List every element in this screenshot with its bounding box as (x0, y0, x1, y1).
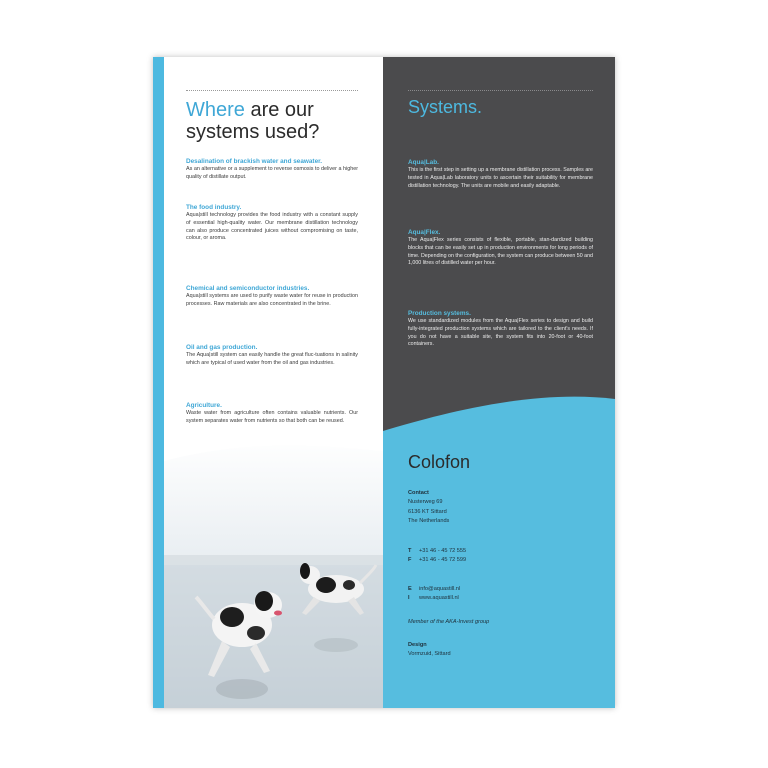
email-label: E (408, 586, 412, 592)
system-item-title: Aqua|Lab. (408, 159, 439, 166)
system-item-body: We use standardized modules from the Aqua|Flex series to design and build fully-integrated production systems which are tailored to the client's needs. If you do not have a suitable site, the system fits into 20-foot or 40-foot containers. (408, 318, 593, 348)
fax-number: +31 46 - 45 72 599 (419, 557, 467, 564)
usage-item-title: The food industry. (186, 204, 242, 211)
usage-item-body: Aqua|still systems are used to purify waste water for reuse in production processes. Raw materials are also concentrated in the brine. (186, 293, 358, 307)
online-block (408, 585, 460, 604)
design-label: Design (408, 642, 427, 648)
usage-item-title: Chemical and semiconductor industries. (186, 285, 310, 292)
contact-label: Contact (408, 490, 429, 496)
right-top-dotted-rule (408, 90, 593, 91)
left-accent-stripe (153, 57, 164, 708)
address-line: The Netherlands (408, 518, 450, 525)
email-link[interactable]: info@aquastill.nl (419, 586, 461, 592)
website-link[interactable]: www.aquastill.nl (419, 595, 459, 602)
usage-item-oil-gas (186, 343, 358, 368)
phone-block (408, 547, 466, 566)
usage-item-chemical (186, 284, 358, 309)
web-row (408, 594, 460, 603)
contact-block (408, 489, 449, 527)
system-item-title: Aqua|Flex. (408, 229, 441, 236)
usage-item-desalination (186, 157, 358, 182)
usage-item-body: Waste water from agriculture often contains valuable nutrients. Our system separates water from nutrients so that both can be reused. (186, 410, 358, 424)
usage-item-agriculture (186, 401, 358, 426)
right-panel-background (383, 57, 615, 708)
address-line: Nusterweg 69 (408, 499, 443, 506)
system-item-body: The Aqua|Flex series consists of flexible, portable, stan-dardized building blocks that can be easily set up in production environments for long periods of time. Depending on the configuration, the system can produce between 50 and 1,000 litres of distilled water per hour. (408, 237, 593, 267)
left-column (164, 57, 383, 708)
phone-row (408, 547, 466, 556)
email-row (408, 585, 460, 594)
member-block (408, 618, 489, 627)
system-item-lab (408, 158, 593, 190)
fax-row (408, 556, 466, 565)
usage-item-food (186, 203, 358, 243)
heading-rest-1: are our (244, 99, 314, 121)
usage-item-body: As an alternative or a supplement to reverse osmosis to deliver a higher quality of distillate output. (186, 166, 358, 180)
phone-number: +31 46 - 45 72 555 (419, 548, 467, 554)
page-heading (186, 99, 319, 143)
usage-item-title: Agriculture. (186, 402, 222, 409)
design-block (408, 641, 451, 660)
usage-item-body: The Aqua|still system can easily handle the great fluc-tuations in salinity which are typical of used water from the oil and gas industries. (186, 352, 358, 366)
phone-label: T (408, 548, 412, 554)
usage-item-title: Oil and gas production. (186, 344, 258, 351)
system-item-title: Production systems. (408, 310, 471, 317)
right-column (383, 57, 615, 708)
web-label: I (408, 595, 410, 602)
systems-title: Systems. (408, 97, 483, 117)
dogs-on-beach-photo (164, 437, 383, 708)
brochure-page (153, 57, 615, 708)
colofon-title: Colofon (408, 452, 471, 472)
usage-item-title: Desalination of brackish water and seawater. (186, 158, 323, 165)
design-credit: Vormzuid, Sittard (408, 651, 451, 658)
left-top-dotted-rule (186, 90, 358, 91)
system-item-production (408, 309, 593, 349)
heading-accent: Where (186, 99, 245, 121)
heading-rest-2: systems used? (186, 121, 320, 143)
address-line: 6136 KT Sittard (408, 508, 447, 515)
fax-label: F (408, 557, 412, 564)
system-item-flex (408, 228, 593, 268)
member-text: Member of the AKA-Invest group (408, 619, 490, 625)
system-item-body: This is the first step in setting up a membrane distillation process. Samples are tested in Aqua|Lab laboratory units to ascertain their suitability for membrane distillation technology. The units are mobile and easily adaptable. (408, 167, 593, 189)
usage-item-body: Aqua|still technology provides the food industry with a constant supply of essential high-quality water. Our membrane distillation technology can also produce concentrated juices without compromising on taste, colour, or aroma. (186, 212, 358, 242)
